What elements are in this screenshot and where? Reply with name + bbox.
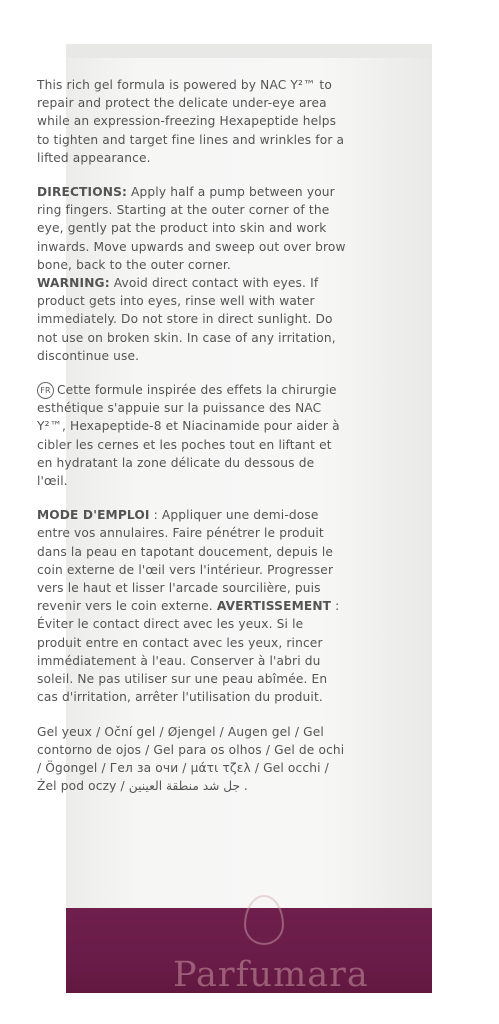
english-intro: This rich gel formula is powered by NAC Y²™ to repair and protect the delicate under-eye area while an expression-freezing Hexapeptide helps to tighten and target fine lines and wrinkles for a lifted appearance. [37, 78, 345, 165]
box-top-flap [66, 44, 432, 59]
languages-list: Gel yeux / Oční gel / Øjengel / Augen gel / Gel contorno de ojos / Gel para os olhos / Gel de ochi / Ögongel / Гел за очи / μάτι τζελ / Gel occhi / Żel pod oczy / جل شد منطقة العينين . [37, 724, 345, 794]
watermark-text: Parfumara [173, 955, 369, 995]
mode-emploi-block [37, 506, 347, 706]
avertissement-heading: AVERTISSEMENT [216, 599, 332, 614]
avertissement-text: : Éviter le contact direct avec les yeux. Si le produit entre en contact avec les yeux, rincer immédiatement à l'eau. Conserver à l'abri du soleil. Ne pas utiliser sur une peau abîmée. En cas d'irritation, arrêter l'utilisation du produit. [37, 599, 340, 705]
french-intro-block [37, 381, 347, 490]
fr-language-icon: FR [37, 382, 54, 399]
mode-emploi-text: : Appliquer une demi-dose entre vos annulaires. Faire pénétrer le produit dans la peau en tapotant doucement, depuis le coin externe de l'œil vers l'intérieur. Progresser vers le haut et lisser l'arcade sourcilière, puis revenir vers le coin externe. [37, 508, 334, 614]
mode-emploi-heading: MODE D'EMPLOI [37, 508, 150, 523]
warning-heading: WARNING: [37, 276, 110, 291]
french-intro: Cette formule inspirée des effets la chirurgie esthétique s'appuie sur la puissance des NAC Y²™, Hexapeptide-8 et Niacinamide pour aider à cibler les cernes et les poches tout en liftant et en hydratant la zone délicate du dessous de l'œil. [37, 383, 340, 489]
directions-block [37, 183, 347, 365]
directions-text: Apply half a pump between your ring fingers. Starting at the outer corner of the eye, gently pat the product into skin and work inwards. Move upwards and sweep out over brow bone, back to the outer corner. [37, 185, 346, 272]
label-text [37, 76, 347, 811]
directions-heading: DIRECTIONS: [37, 185, 128, 200]
warning-text: Avoid direct contact with eyes. If product gets into eyes, rinse well with water immediately. Do not store in direct sunlight. Do not use on broken skin. In case of any irritation, discontinue use. [37, 276, 336, 363]
